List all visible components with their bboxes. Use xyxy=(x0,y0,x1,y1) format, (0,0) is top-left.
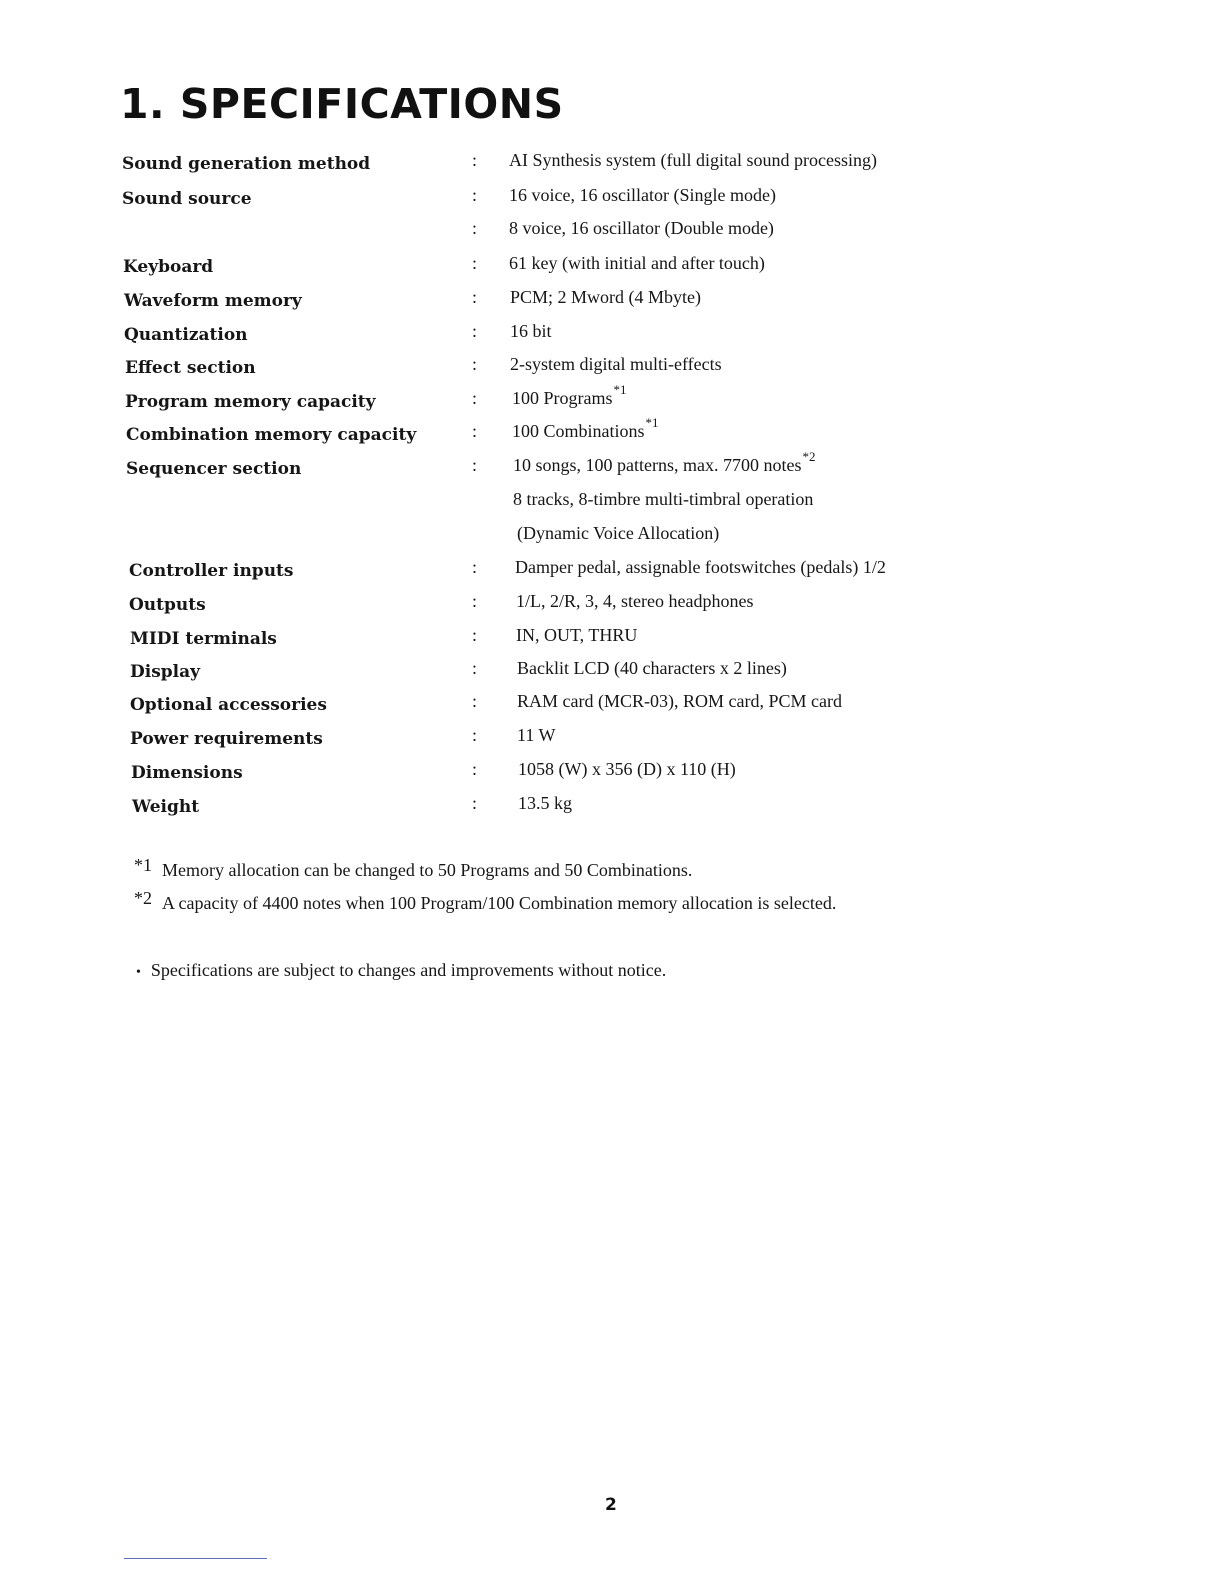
spec-value xyxy=(509,253,765,274)
footnote-mark: *2 xyxy=(134,888,152,908)
spec-label: Quantization xyxy=(124,325,248,345)
spec-label: Dimensions xyxy=(131,763,243,783)
spec-colon: : xyxy=(472,388,478,408)
spec-row xyxy=(0,354,1224,388)
footnote xyxy=(134,888,837,914)
spec-row xyxy=(0,658,1224,692)
spec-value-text: 1058 (W) x 356 (D) x 110 (H) xyxy=(518,759,736,779)
spec-value-text: 16 voice, 16 oscillator (Single mode) xyxy=(509,185,776,205)
spec-row xyxy=(0,625,1224,659)
spec-colon: : xyxy=(472,185,478,205)
spec-value xyxy=(518,759,736,780)
footnote-reference: *1 xyxy=(613,382,627,397)
footnote xyxy=(134,855,693,881)
spec-label: Optional accessories xyxy=(130,695,327,715)
spec-value xyxy=(510,287,701,308)
spec-colon: : xyxy=(472,793,478,813)
notice xyxy=(136,960,666,981)
spec-label: Effect section xyxy=(125,358,256,378)
spec-colon: : xyxy=(472,759,478,779)
spec-colon: : xyxy=(472,625,478,645)
spec-value-text: PCM; 2 Mword (4 Mbyte) xyxy=(510,287,702,307)
spec-value xyxy=(513,489,813,510)
spec-value xyxy=(515,557,886,578)
page-number: 2 xyxy=(605,1495,617,1515)
spec-label: Sequencer section xyxy=(126,459,302,479)
spec-row xyxy=(0,489,1224,523)
spec-row xyxy=(0,793,1224,827)
spec-row xyxy=(0,523,1224,557)
spec-row xyxy=(0,150,1224,184)
spec-value-text: Damper pedal, assignable footswitches (pedals) 1/2 xyxy=(515,557,886,577)
spec-label: Combination memory capacity xyxy=(126,425,417,445)
spec-row xyxy=(0,591,1224,625)
spec-colon: : xyxy=(472,150,478,170)
spec-value-text: 100 Programs xyxy=(512,388,613,408)
spec-colon: : xyxy=(472,725,478,745)
spec-colon: : xyxy=(472,354,478,374)
footnote-reference: *1 xyxy=(645,415,659,430)
spec-row xyxy=(0,449,1224,489)
spec-row xyxy=(0,725,1224,759)
spec-value xyxy=(517,725,556,746)
spec-row xyxy=(0,218,1224,252)
spec-value-text: 8 tracks, 8-timbre multi-timbral operation xyxy=(513,489,814,509)
footnote-reference: *2 xyxy=(802,449,816,464)
spec-value-text: Backlit LCD (40 characters x 2 lines) xyxy=(517,658,787,678)
spec-value-text: 16 bit xyxy=(510,321,552,341)
spec-row xyxy=(0,382,1224,422)
bullet-icon: • xyxy=(136,965,141,980)
footnote-text: Memory allocation can be changed to 50 Programs and 50 Combinations. xyxy=(162,860,693,880)
spec-label: Program memory capacity xyxy=(125,392,376,412)
spec-label: Sound source xyxy=(122,189,252,209)
spec-row xyxy=(0,415,1224,455)
spec-colon: : xyxy=(472,658,478,678)
spec-colon: : xyxy=(472,591,478,611)
spec-row xyxy=(0,557,1224,591)
notice-text: Specifications are subject to changes and improvements without notice. xyxy=(150,960,667,980)
spec-value xyxy=(509,185,776,206)
spec-row xyxy=(0,185,1224,219)
spec-label: Power requirements xyxy=(130,729,323,749)
spec-label: Sound generation method xyxy=(122,154,371,174)
spec-value-text: 2-system digital multi-effects xyxy=(510,354,722,374)
spec-colon: : xyxy=(472,287,478,307)
spec-value xyxy=(509,150,877,171)
spec-label: Controller inputs xyxy=(129,561,294,581)
spec-value-text: 13.5 kg xyxy=(518,793,572,813)
spec-row xyxy=(0,321,1224,355)
spec-row xyxy=(0,759,1224,793)
spec-value xyxy=(517,523,719,544)
spec-label: Waveform memory xyxy=(124,291,302,311)
page-title: 1. SPECIFICATIONS xyxy=(120,80,564,128)
spec-row xyxy=(0,691,1224,725)
spec-value xyxy=(510,321,552,342)
spec-value xyxy=(513,449,816,476)
spec-label: MIDI terminals xyxy=(130,629,277,649)
spec-value-text: RAM card (MCR-03), ROM card, PCM card xyxy=(517,691,842,711)
spec-value-text: 11 W xyxy=(517,725,556,745)
spec-colon: : xyxy=(472,691,478,711)
spec-label: Weight xyxy=(132,797,200,817)
spec-label: Display xyxy=(130,662,201,682)
spec-value-text: 8 voice, 16 oscillator (Double mode) xyxy=(509,218,774,238)
spec-colon: : xyxy=(472,321,478,341)
spec-colon: : xyxy=(472,218,478,238)
footer-rule xyxy=(124,1558,267,1559)
spec-value-text: IN, OUT, THRU xyxy=(516,625,638,645)
spec-label: Keyboard xyxy=(123,257,214,277)
spec-value xyxy=(517,691,842,712)
footnote-text: A capacity of 4400 notes when 100 Program/100 Combination memory allocation is selected. xyxy=(162,893,837,913)
spec-label: Outputs xyxy=(129,595,206,615)
spec-value xyxy=(512,382,627,409)
spec-value-text: 61 key (with initial and after touch) xyxy=(509,253,765,273)
spec-value xyxy=(509,218,774,239)
spec-colon: : xyxy=(472,253,478,273)
spec-row xyxy=(0,253,1224,287)
spec-value xyxy=(512,415,659,442)
spec-value-text: AI Synthesis system (full digital sound processing) xyxy=(509,150,877,170)
spec-row xyxy=(0,287,1224,321)
spec-value-text: 1/L, 2/R, 3, 4, stereo headphones xyxy=(516,591,754,611)
spec-value-text: 10 songs, 100 patterns, max. 7700 notes xyxy=(513,455,802,475)
spec-value xyxy=(517,658,787,679)
spec-value xyxy=(516,591,753,612)
footnote-mark: *1 xyxy=(134,855,152,875)
spec-colon: : xyxy=(472,455,478,475)
spec-value-text: (Dynamic Voice Allocation) xyxy=(517,523,720,543)
spec-colon: : xyxy=(472,557,478,577)
spec-value xyxy=(518,793,572,814)
spec-colon: : xyxy=(472,421,478,441)
spec-value xyxy=(510,354,722,375)
spec-value-text: 100 Combinations xyxy=(512,421,645,441)
spec-value xyxy=(516,625,637,646)
